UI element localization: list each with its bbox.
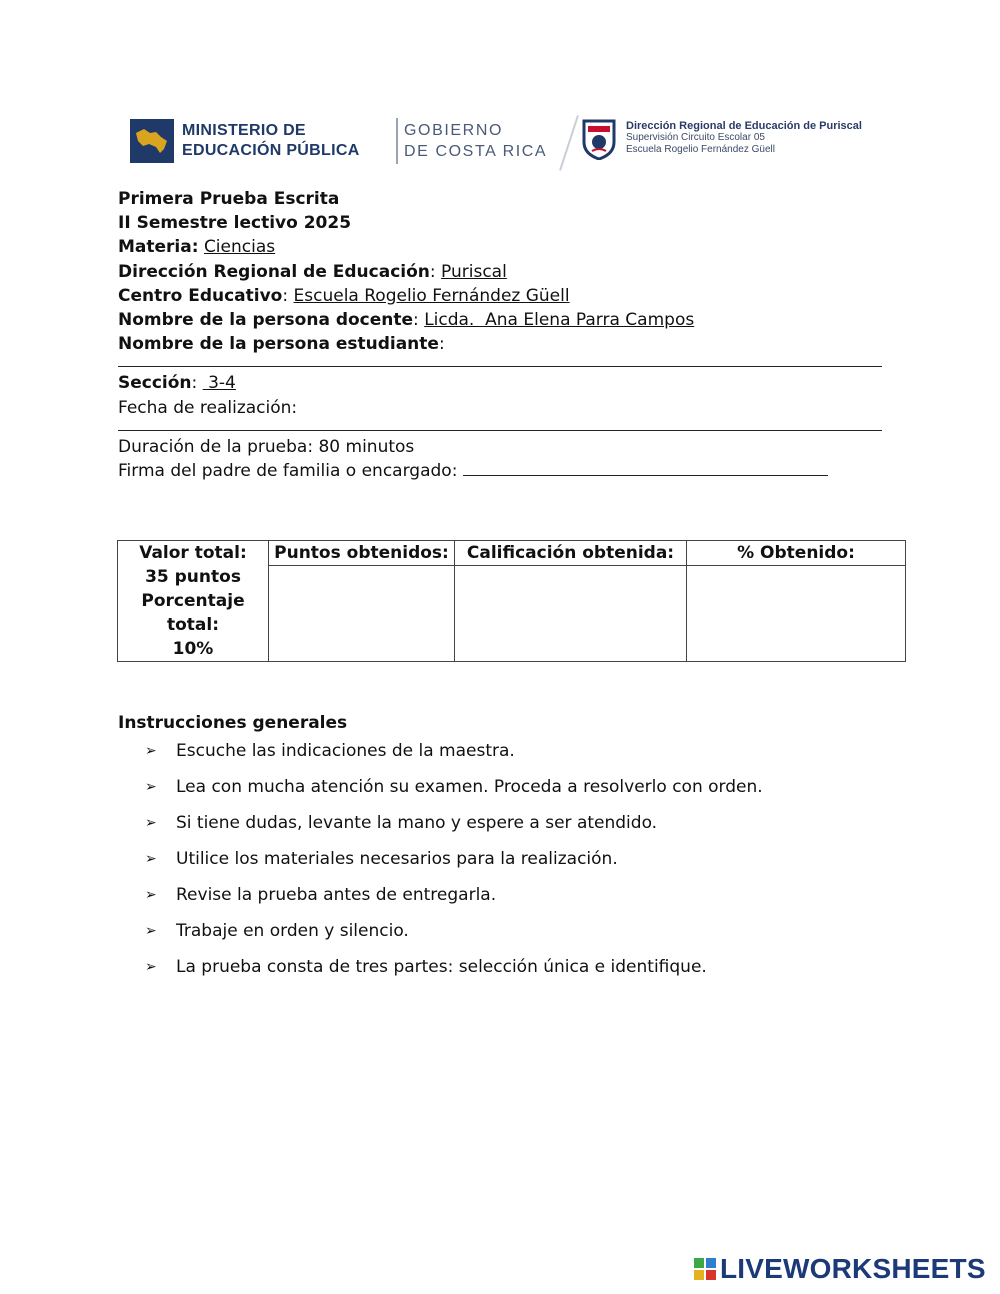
student-name-blank[interactable] xyxy=(118,356,882,367)
list-item xyxy=(145,846,763,882)
list-item xyxy=(145,810,763,846)
teacher-value: Licda. Ana Elena Parra Campos xyxy=(424,309,695,330)
subject-row xyxy=(118,235,888,259)
gov-line-2: DE COSTA RICA xyxy=(404,143,548,160)
section-value: 3-4 xyxy=(202,373,236,394)
instructions-title: Instrucciones generales xyxy=(118,713,348,733)
logo-block xyxy=(706,1258,716,1268)
region-row: Dirección Regional de Educación: Puriscal xyxy=(118,261,507,282)
region-label: Dirección Regional de Educación xyxy=(118,261,430,282)
arrow-bullet-icon: ➢ xyxy=(145,851,157,867)
duration-text: Duración de la prueba: 80 minutos xyxy=(118,436,415,457)
section-label: Sección xyxy=(118,373,192,394)
instruction-text: La prueba consta de tres partes: selección única e identifique. xyxy=(176,957,707,977)
school-label: Centro Educativo xyxy=(118,285,283,306)
arrow-bullet-icon: ➢ xyxy=(145,959,157,975)
instruction-text: Escuche las indicaciones de la maestra. xyxy=(176,741,515,761)
date-label: Fecha de realización: xyxy=(118,397,298,418)
teacher-row: Nombre de la persona docente: Licda. Ana Elena Parra Campos xyxy=(118,309,695,330)
subject-label: Materia: xyxy=(118,237,199,258)
grade-header: Calificación obtenida: xyxy=(455,541,687,566)
banner-slant-divider xyxy=(559,115,579,171)
costa-rica-map-icon xyxy=(130,119,174,163)
ministry-logo xyxy=(130,116,388,166)
arrow-bullet-icon: ➢ xyxy=(145,743,157,759)
regional-line-2: Supervisión Circuito Escolar 05 xyxy=(626,132,765,143)
percent-cell[interactable] xyxy=(687,566,906,662)
liveworksheets-logo-icon xyxy=(694,1258,716,1280)
instruction-text: Utilice los materiales necesarios para la realización. xyxy=(176,849,618,869)
student-label: Nombre de la persona estudiante xyxy=(118,334,439,355)
instruction-text: Si tiene dudas, levante la mano y espere a ser atendido. xyxy=(176,813,658,833)
exam-title: Primera Prueba Escrita xyxy=(118,189,340,209)
total-value-line: 35 puntos xyxy=(145,567,241,587)
instruction-text: Trabaje en orden y silencio. xyxy=(176,921,409,941)
instruction-text: Revise la prueba antes de entregarla. xyxy=(176,885,497,905)
instructions-list xyxy=(145,738,763,990)
total-value-line: Porcentaje xyxy=(141,591,245,611)
school-value: Escuela Rogelio Fernández Güell xyxy=(293,285,570,306)
total-value-cell xyxy=(118,541,269,662)
liveworksheets-watermark[interactable] xyxy=(694,1254,986,1284)
signature-blank[interactable] xyxy=(463,459,828,476)
school-shield-icon xyxy=(582,118,616,160)
watermark-text: LIVEWORKSHEETS xyxy=(720,1253,986,1284)
arrow-bullet-icon: ➢ xyxy=(145,923,157,939)
total-value-line: total: xyxy=(166,615,220,635)
grade-cell[interactable] xyxy=(455,566,687,662)
exam-info xyxy=(118,187,888,483)
school-row: Centro Educativo: Escuela Rogelio Fernández Güell xyxy=(118,285,570,306)
logo-block xyxy=(706,1270,716,1280)
arrow-bullet-icon: ➢ xyxy=(145,815,157,831)
ministry-line-2: EDUCACIÓN PÚBLICA xyxy=(182,142,360,159)
total-value-line: 10% xyxy=(172,639,214,659)
section-row: Sección: 3-4 xyxy=(118,373,236,394)
score-table xyxy=(117,540,906,662)
government-logo-text xyxy=(404,120,547,162)
total-value-line: Valor total: xyxy=(139,543,247,563)
instruction-text: Lea con mucha atención su examen. Proceda a resolverlo con orden. xyxy=(176,777,763,797)
points-header: Puntos obtenidos: xyxy=(269,541,455,566)
student-row: Nombre de la persona estudiante: xyxy=(118,334,445,355)
logo-block xyxy=(694,1258,704,1268)
regional-direction-text xyxy=(626,120,862,156)
ministry-line-1: MINISTERIO DE xyxy=(182,122,306,139)
date-blank[interactable] xyxy=(118,420,882,431)
signature-row xyxy=(118,459,888,483)
signature-label: Firma del padre de familia o encargado: xyxy=(118,460,458,481)
subject-value: Ciencias xyxy=(203,237,276,258)
list-item xyxy=(145,954,763,990)
gov-line-1: GOBIERNO xyxy=(404,122,504,139)
region-value: Puriscal xyxy=(441,261,507,282)
list-item xyxy=(145,774,763,810)
regional-line-1: Dirección Regional de Educación de Puriscal xyxy=(626,120,862,132)
list-item xyxy=(145,738,763,774)
list-item xyxy=(145,918,763,954)
percent-header: % Obtenido: xyxy=(687,541,906,566)
header-banner xyxy=(130,112,870,174)
list-item xyxy=(145,882,763,918)
logo-block xyxy=(694,1270,704,1280)
regional-line-3: Escuela Rogelio Fernández Güell xyxy=(626,144,775,155)
arrow-bullet-icon: ➢ xyxy=(145,779,157,795)
arrow-bullet-icon: ➢ xyxy=(145,887,157,903)
points-cell[interactable] xyxy=(269,566,455,662)
teacher-label: Nombre de la persona docente xyxy=(118,309,414,330)
banner-divider xyxy=(396,118,398,164)
exam-semester: II Semestre lectivo 2025 xyxy=(118,213,352,234)
